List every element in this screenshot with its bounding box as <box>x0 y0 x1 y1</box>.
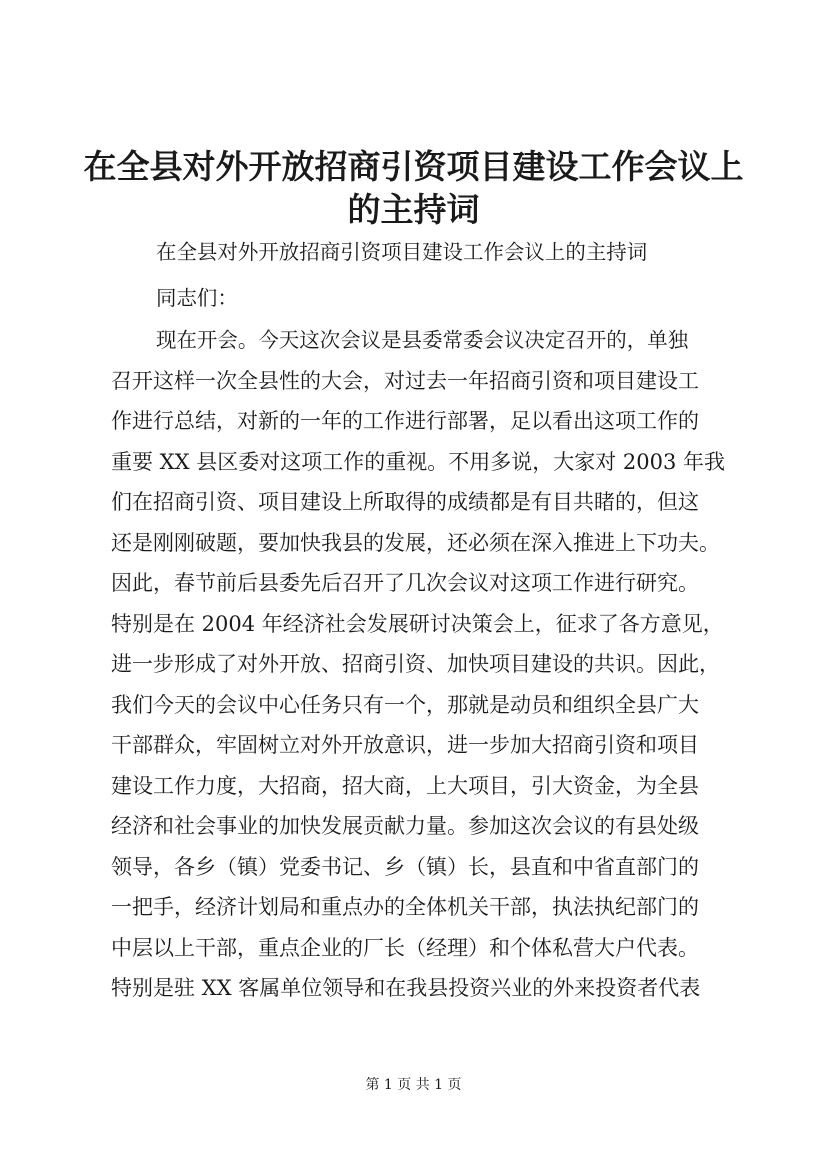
body-line: 干部群众，牢固树立对外开放意识，进一步加大招商引资和项目 <box>111 733 699 757</box>
body-line: 因此，春节前后县委先后召开了几次会议对这项工作进行研究。 <box>111 571 699 595</box>
body-line: 作进行总结，对新的一年的工作进行部署，足以看出这项工作的 <box>111 409 699 433</box>
body-line: 经济和社会事业的加快发展贡献力量。参加这次会议的有县处级 <box>111 814 699 838</box>
body-line: 召开这样一次全县性的大会，对过去一年招商引资和项目建设工 <box>111 369 699 393</box>
body-line: 重要 XX 县区委对这项工作的重视。不用多说，大家对 2003 年我 <box>111 450 726 474</box>
body-line: 我们今天的会议中心任务只有一个，那就是动员和组织全县广大 <box>111 693 699 717</box>
page-footer: 第 1 页 共 1 页 <box>365 1077 462 1093</box>
body-line: 中层以上干部，重点企业的厂长（经理）和个体私营大户代表。 <box>111 936 699 960</box>
body-line: 一把手，经济计划局和重点办的全体机关干部，执法执纪部门的 <box>111 895 699 919</box>
body-line: 建设工作力度，大招商，招大商，上大项目，引大资金，为全县 <box>111 774 699 798</box>
body-line: 现在开会。今天这次会议是县委常委会议决定召开的，单独 <box>156 328 689 352</box>
document-title-line-2: 的主持词 <box>347 190 480 229</box>
salutation: 同志们： <box>156 286 238 310</box>
body-line: 特别是驻 XX 客属单位领导和在我县投资兴业的外来投资者代表 <box>111 976 701 1000</box>
subtitle: 在全县对外开放招商引资项目建设工作会议上的主持词 <box>156 240 648 264</box>
body-line: 们在招商引资、项目建设上所取得的成绩都是有目共睹的，但这 <box>111 490 699 514</box>
body-line: 进一步形成了对外开放、招商引资、加快项目建设的共识。因此， <box>111 652 720 676</box>
document-title-line-1: 在全县对外开放招商引资项目建设工作会议上 <box>83 147 744 186</box>
body-line: 还是刚刚破题，要加快我县的发展，还必须在深入推进上下功夫。 <box>111 531 720 555</box>
body-line: 领导，各乡（镇）党委书记、乡（镇）长，县直和中省直部门的 <box>111 855 699 879</box>
body-line: 特别是在 2004 年经济社会发展研讨决策会上，征求了各方意见， <box>111 612 724 636</box>
